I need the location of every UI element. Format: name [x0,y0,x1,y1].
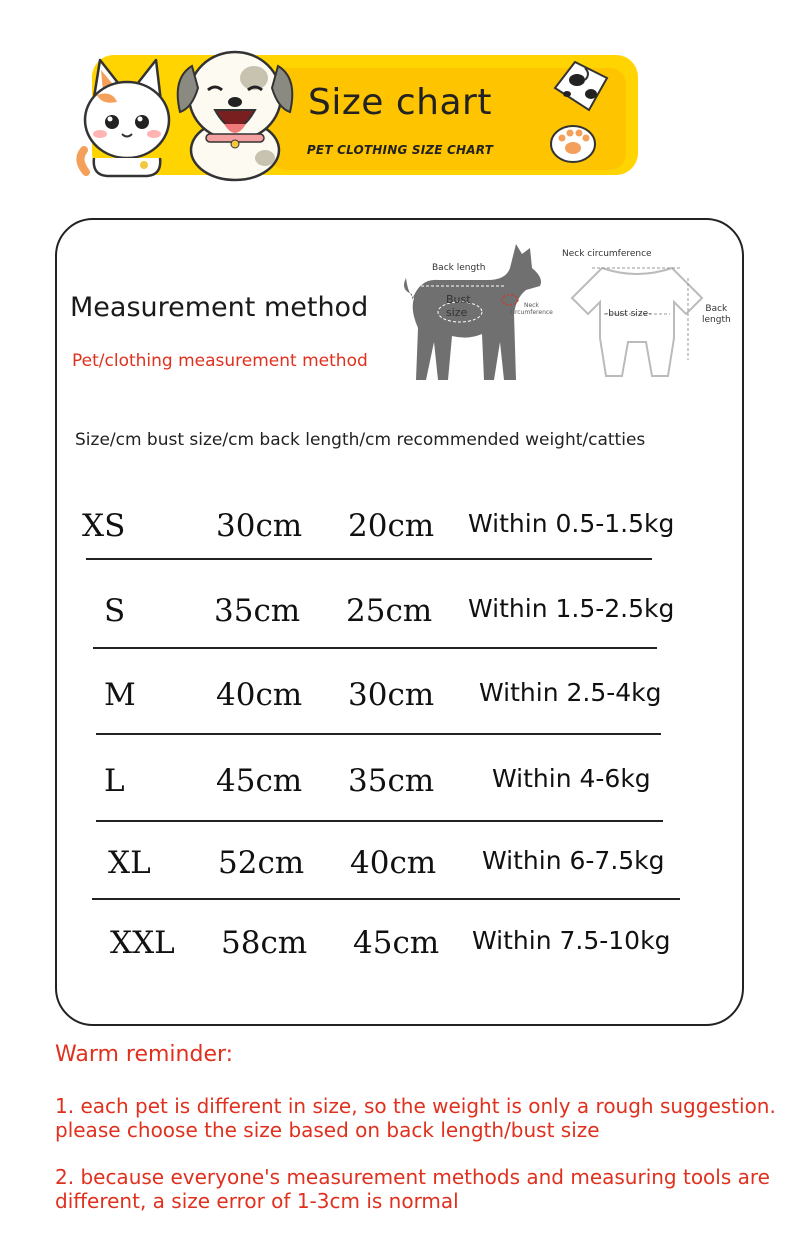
bust-cell: 58cm [221,925,308,961]
table-row [0,838,800,918]
row-divider [93,647,657,649]
table-row [0,918,800,998]
size-cell: XXL [110,925,175,961]
back-cell: 30cm [348,677,435,713]
weight-cell: Within 1.5-2.5kg [468,594,675,623]
table-row [0,670,800,750]
diagram-bust-size-label: Bust size [446,293,471,319]
dog-mascot-icon [170,38,300,183]
weight-cell: Within 7.5-10kg [472,926,671,955]
row-divider [92,898,680,900]
back-cell: 45cm [353,925,440,961]
bust-cell: 30cm [216,508,303,544]
bust-cell: 45cm [216,763,303,799]
table-row [0,756,800,836]
shirt-diagram [562,258,712,388]
size-cell: M [104,677,136,713]
diagram-back-length-side-label: Back length [702,304,731,325]
measurement-method-title: Measurement method [70,292,369,323]
weight-cell: Within 0.5-1.5kg [468,509,675,538]
weight-cell: Within 6-7.5kg [482,846,665,875]
size-cell: L [104,763,125,799]
cow-tag-icon [545,58,615,114]
diagram-neck-circumference-label: Neck circumference [562,249,652,259]
back-cell: 40cm [350,845,437,881]
table-row [0,585,800,665]
bust-cell: 52cm [218,845,305,881]
size-cell: XS [82,508,126,544]
bust-cell: 40cm [216,677,303,713]
warm-reminder-title: Warm reminder: [55,1042,234,1067]
row-divider [86,558,652,560]
bust-cell: 35cm [214,593,301,629]
row-divider [96,733,661,735]
row-divider [96,820,663,822]
back-cell: 25cm [346,593,433,629]
back-cell: 20cm [348,508,435,544]
table-column-headers: Size/cm bust size/cm back length/cm recommended weight/catties [75,430,646,450]
weight-cell: Within 4-6kg [492,764,651,793]
page-subtitle: PET CLOTHING SIZE CHART [306,143,494,157]
page-title: Size chart [308,82,492,123]
back-cell: 35cm [348,763,435,799]
diagram-back-length-label: Back length [432,263,486,273]
measurement-method-subtitle: Pet/clothing measurement method [72,351,368,371]
paw-icon [548,120,598,164]
weight-cell: Within 2.5-4kg [479,678,662,707]
reminder-item-1: 1. each pet is different in size, so the weight is only a rough suggestion. please choose the size based on back length/bust size [55,1094,776,1142]
size-cell: XL [108,845,151,881]
size-cell: S [104,593,126,629]
reminder-item-2: 2. because everyone's measurement methods and measuring tools are different, a size error of 1-3cm is normal [55,1165,770,1213]
diagram-bust-size-shirt-label: -bust size- [605,309,652,319]
diagram-neck-small-label: Neck circumference [510,302,553,316]
table-row [0,500,800,580]
cat-mascot-icon [72,50,182,180]
